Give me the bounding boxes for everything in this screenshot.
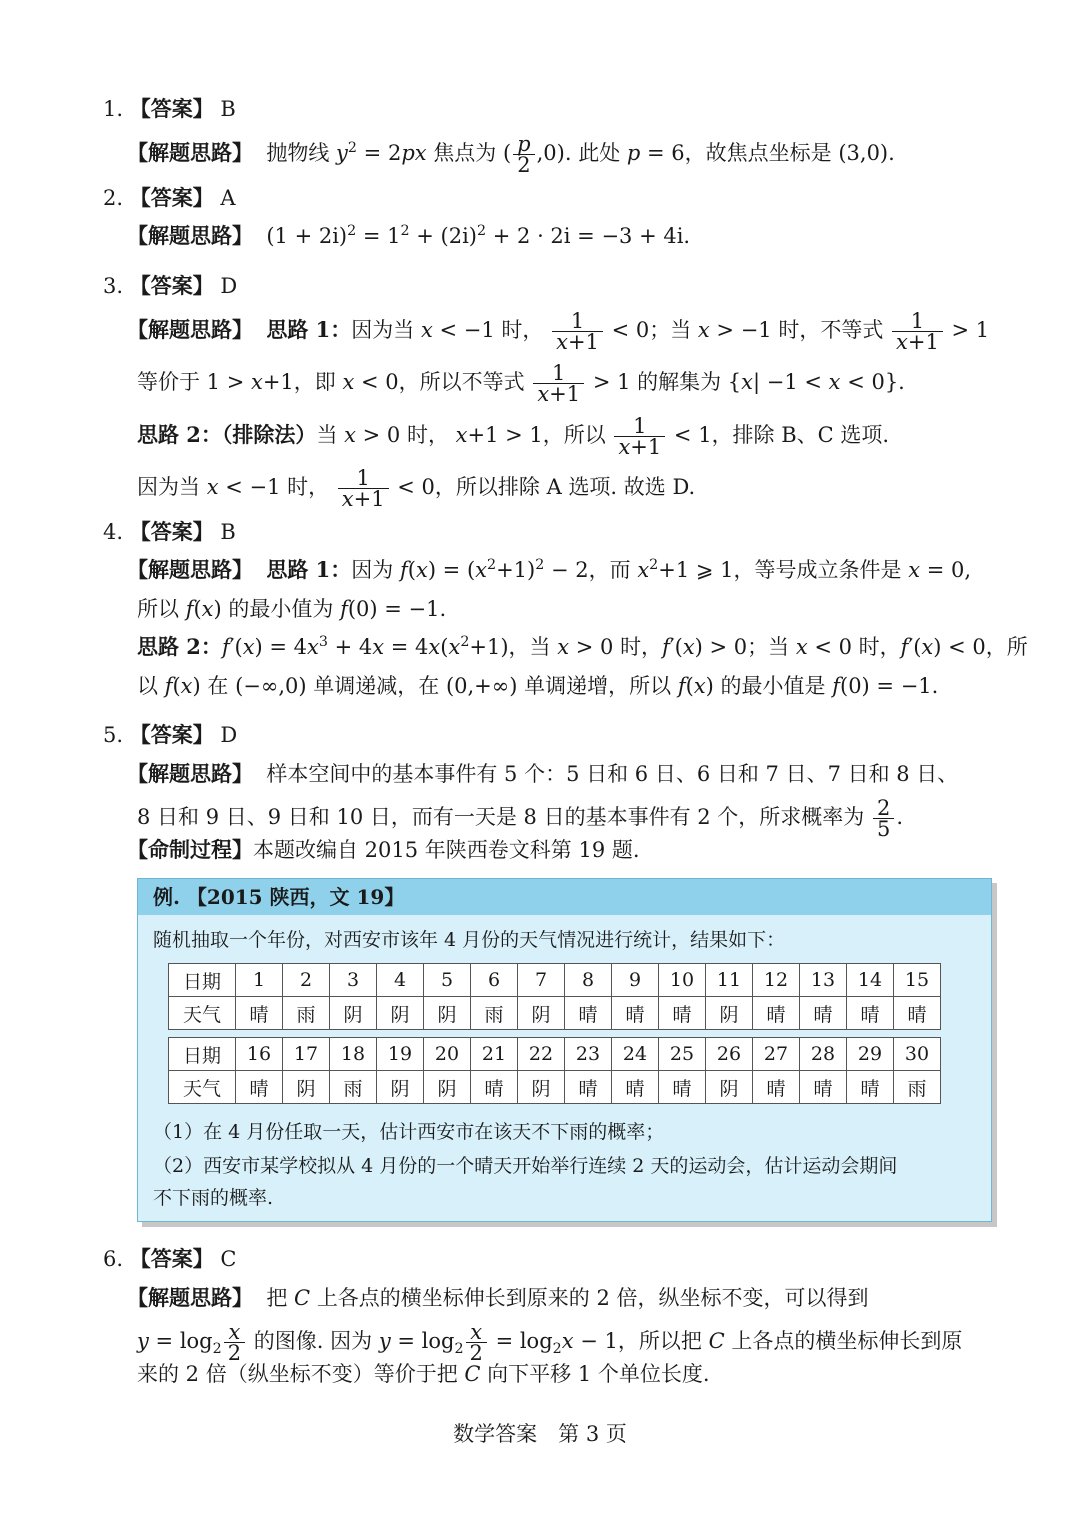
table-cell: 晴: [565, 1071, 612, 1104]
table-cell: 晴: [800, 1071, 847, 1104]
table-cell: 阴: [330, 997, 377, 1030]
table-cell: 13: [800, 964, 847, 997]
table-cell: 晴: [659, 997, 706, 1030]
table-cell: 25: [659, 1038, 706, 1071]
q6-answer-line: 6. 【答案】 C: [103, 1246, 237, 1271]
table-cell: 3: [330, 964, 377, 997]
table-cell: 30: [894, 1038, 941, 1071]
table-cell: 晴: [847, 997, 894, 1030]
table-cell: 晴: [659, 1071, 706, 1104]
table-cell: 2: [283, 964, 330, 997]
q4-idea2-line2: 以 f(x) 在 (−∞,0) 单调递减，在 (0,+∞) 单调递增，所以 f(x) 的最小值是 f(0) = −1.: [137, 674, 939, 698]
q4-idea1-line2: 所以 f(x) 的最小值为 f(0) = −1.: [137, 597, 447, 621]
table-cell: 晴: [847, 1071, 894, 1104]
table-cell: 晴: [612, 997, 659, 1030]
table-cell: 晴: [236, 1071, 283, 1104]
q3-idea2-line1: 思路 2：（排除法）当 x > 0 时， x+1 > 1，所以 $\frac{1}{x+1}$ < 1，排除 B、C 选项.: [137, 414, 890, 459]
table-cell: 晴: [753, 997, 800, 1030]
table-cell: 雨: [894, 1071, 941, 1104]
weather-table-2: [168, 1037, 941, 1104]
table-cell: 阴: [518, 1071, 565, 1104]
q1-answer-line: 1. 【答案】 B: [103, 96, 236, 121]
q6-explanation-line2: $y = \log_2$ $\frac{x}{2}$ 的图像. 因为 $y = \log_2$ $\frac{x}{2}$ = $\log_2x - 1$，所以把 C 上各点的横坐标伸长到原: [137, 1320, 963, 1365]
table-cell: 18: [330, 1038, 377, 1071]
table-cell: 7: [518, 964, 565, 997]
table-cell: 阴: [518, 997, 565, 1030]
table-cell: 雨: [471, 997, 518, 1030]
table-cell: 20: [424, 1038, 471, 1071]
table-cell: 24: [612, 1038, 659, 1071]
table-cell: 5: [424, 964, 471, 997]
table-cell: 29: [847, 1038, 894, 1071]
q5-explanation-line1: 【解题思路】 样本空间中的基本事件有 5 个：5 日和 6 日、6 日和 7 日、7 日和 8 日、: [127, 761, 959, 786]
table-cell: 16: [236, 1038, 283, 1071]
table-cell: 15: [894, 964, 941, 997]
table-cell: 11: [706, 964, 753, 997]
table-row: [169, 964, 941, 997]
table-cell: 27: [753, 1038, 800, 1071]
table-cell: 阴: [377, 1071, 424, 1104]
q4-answer-line: 4. 【答案】 B: [103, 519, 236, 544]
table-cell: 晴: [471, 1071, 518, 1104]
table-cell: 17: [283, 1038, 330, 1071]
q1-explanation: 【解题思路】 抛物线 $y^2 = 2px$ 焦点为 ( $\frac{p}{2}$ ,0). 此处 p = 6，故焦点坐标是 (3,0).: [127, 132, 895, 177]
q2-explanation: 【解题思路】 $(1 + 2i)^2 = 1^2 + (2i)^2 + 2 \cdot 2i = -3 + 4i$.: [127, 223, 691, 248]
table-row: [169, 1071, 941, 1104]
table-cell: 8: [565, 964, 612, 997]
table-cell: 23: [565, 1038, 612, 1071]
table-cell: 晴: [236, 997, 283, 1030]
table-cell: 日期: [169, 1038, 236, 1071]
table-cell: 雨: [330, 1071, 377, 1104]
table-cell: 1: [236, 964, 283, 997]
q2-answer-line: 2. 【答案】 A: [103, 185, 236, 210]
table-row: [169, 1038, 941, 1071]
example-title: 例. 【2015 陕西，文 19】: [138, 879, 991, 915]
example-question-2-cont: 不下雨的概率.: [153, 1187, 274, 1209]
table-cell: 天气: [169, 997, 236, 1030]
table-cell: 12: [753, 964, 800, 997]
example-question-1: （1）在 4 月份任取一天，估计西安市在该天不下雨的概率；: [153, 1121, 665, 1143]
table-cell: 阴: [283, 1071, 330, 1104]
table-cell: 阴: [377, 997, 424, 1030]
table-cell: 日期: [169, 964, 236, 997]
table-cell: 9: [612, 964, 659, 997]
table-cell: 阴: [706, 997, 753, 1030]
example-intro: 随机抽取一个年份，对西安市该年 4 月份的天气情况进行统计，结果如下：: [153, 929, 786, 951]
table-cell: 19: [377, 1038, 424, 1071]
page-footer: 数学答案 第 3 页: [453, 1422, 627, 1446]
table-cell: 10: [659, 964, 706, 997]
q4-idea1-line1: 【解题思路】 思路 1：因为 $f(x) = (x^2+1)^2 - 2$，而 $x^2+1$ ⩾ 1，等号成立条件是 x = 0,: [127, 557, 972, 582]
q3-idea1-line2: 等价于 1 > x+1，即 x < 0，所以不等式 $\frac{1}{x+1}$ > 1 的解集为 {x| −1 < x < 0}.: [137, 361, 905, 406]
q3-idea1-line1: 【解题思路】 思路 1：因为当 x < −1 时， $\frac{1}{x+1}$ < 0；当 x > −1 时，不等式 $\frac{1}{x+1}$ > 1: [127, 309, 990, 354]
table-cell: 雨: [283, 997, 330, 1030]
table-cell: 6: [471, 964, 518, 997]
table-cell: 4: [377, 964, 424, 997]
example-box: [137, 878, 992, 1222]
table-cell: 晴: [753, 1071, 800, 1104]
table-cell: 晴: [612, 1071, 659, 1104]
table-cell: 28: [800, 1038, 847, 1071]
table-cell: 22: [518, 1038, 565, 1071]
table-cell: 天气: [169, 1071, 236, 1104]
table-row: [169, 997, 941, 1030]
q5-origin-line: 【命制过程】本题改编自 2015 年陕西卷文科第 19 题.: [127, 837, 640, 862]
q3-idea2-line2: 因为当 x < −1 时， $\frac{1}{x+1}$ < 0，所以排除 A 选项. 故选 D.: [137, 466, 696, 511]
table-cell: 阴: [424, 1071, 471, 1104]
q6-explanation-line3: 来的 2 倍（纵坐标不变）等价于把 C 向下平移 1 个单位长度.: [137, 1362, 710, 1386]
table-cell: 14: [847, 964, 894, 997]
q4-idea2-line1: 思路 2：$f'(x) = 4x^3 + 4x = 4x(x^2+1)$，当 x > 0 时，f′(x) > 0；当 x < 0 时，f′(x) < 0，所: [137, 634, 1028, 659]
table-cell: 阴: [706, 1071, 753, 1104]
q3-answer-line: 3. 【答案】 D: [103, 273, 238, 298]
q5-explanation-line2: 8 日和 9 日、9 日和 10 日，而有一天是 8 日的基本事件有 2 个，所求概率为 $\frac{2}{5}$ .: [137, 796, 904, 841]
table-cell: 晴: [565, 997, 612, 1030]
weather-table-1: [168, 963, 941, 1030]
table-cell: 晴: [894, 997, 941, 1030]
q6-explanation-line1: 【解题思路】 把 C 上各点的横坐标伸长到原来的 2 倍，纵坐标不变，可以得到: [127, 1285, 869, 1310]
q5-answer-line: 5. 【答案】 D: [103, 722, 238, 747]
table-cell: 21: [471, 1038, 518, 1071]
table-cell: 阴: [424, 997, 471, 1030]
table-cell: 晴: [800, 997, 847, 1030]
example-question-2: （2）西安市某学校拟从 4 月份的一个晴天开始举行连续 2 天的运动会，估计运动会期间: [153, 1155, 898, 1177]
table-cell: 26: [706, 1038, 753, 1071]
